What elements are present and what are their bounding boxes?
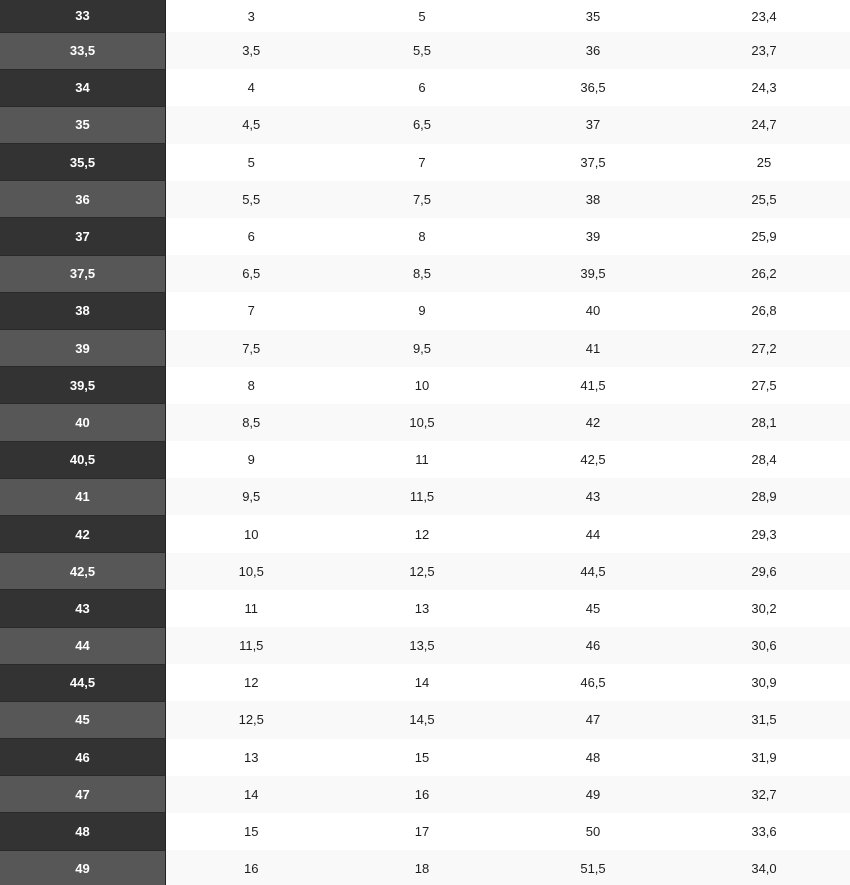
- size-value-cell: 31,9: [679, 739, 850, 776]
- size-value-cell: 16: [166, 850, 337, 885]
- size-key-cell: 37: [0, 218, 166, 255]
- size-value-cell: 26,2: [679, 255, 850, 292]
- size-value-cell: 14: [337, 664, 508, 701]
- size-value-cell: 11,5: [166, 627, 337, 664]
- size-key-cell: 34: [0, 69, 166, 106]
- size-key-cell: 47: [0, 776, 166, 813]
- table-row: [0, 255, 850, 292]
- size-value-cell: 44: [508, 515, 679, 552]
- size-value-cell: 41: [508, 330, 679, 367]
- size-value-cell: 15: [166, 813, 337, 850]
- size-value-cell: 32,7: [679, 776, 850, 813]
- size-key-cell: 43: [0, 590, 166, 627]
- size-value-cell: 35: [508, 0, 679, 32]
- size-key-cell: 49: [0, 850, 166, 885]
- size-value-cell: 28,1: [679, 404, 850, 441]
- size-value-cell: 46,5: [508, 664, 679, 701]
- table-row: [0, 627, 850, 664]
- size-value-cell: 10,5: [337, 404, 508, 441]
- size-value-cell: 5: [337, 0, 508, 32]
- size-value-cell: 10: [166, 515, 337, 552]
- size-key-cell: 39: [0, 330, 166, 367]
- size-value-cell: 27,2: [679, 330, 850, 367]
- size-value-cell: 10: [337, 367, 508, 404]
- size-value-cell: 13,5: [337, 627, 508, 664]
- size-value-cell: 24,7: [679, 106, 850, 143]
- size-value-cell: 8: [166, 367, 337, 404]
- size-value-cell: 3,5: [166, 32, 337, 69]
- size-value-cell: 25: [679, 144, 850, 181]
- size-value-cell: 37,5: [508, 144, 679, 181]
- size-key-cell: 36: [0, 181, 166, 218]
- size-value-cell: 25,5: [679, 181, 850, 218]
- size-value-cell: 26,8: [679, 292, 850, 329]
- size-value-cell: 13: [337, 590, 508, 627]
- size-value-cell: 4: [166, 69, 337, 106]
- size-key-cell: 40: [0, 404, 166, 441]
- size-key-cell: 39,5: [0, 367, 166, 404]
- size-value-cell: 9,5: [337, 330, 508, 367]
- size-value-cell: 13: [166, 739, 337, 776]
- size-key-cell: 45: [0, 701, 166, 738]
- size-value-cell: 36: [508, 32, 679, 69]
- size-value-cell: 12,5: [337, 553, 508, 590]
- size-value-cell: 47: [508, 701, 679, 738]
- size-value-cell: 49: [508, 776, 679, 813]
- size-value-cell: 30,9: [679, 664, 850, 701]
- table-row: [0, 69, 850, 106]
- size-value-cell: 16: [337, 776, 508, 813]
- size-value-cell: 8: [337, 218, 508, 255]
- size-value-cell: 41,5: [508, 367, 679, 404]
- size-value-cell: 48: [508, 739, 679, 776]
- table-row: [0, 776, 850, 813]
- size-value-cell: 42,5: [508, 441, 679, 478]
- size-key-cell: 40,5: [0, 441, 166, 478]
- size-value-cell: 15: [337, 739, 508, 776]
- table-row: [0, 181, 850, 218]
- size-value-cell: 14: [166, 776, 337, 813]
- size-value-cell: 43: [508, 478, 679, 515]
- size-value-cell: 34,0: [679, 850, 850, 885]
- size-value-cell: 7: [166, 292, 337, 329]
- size-value-cell: 11: [166, 590, 337, 627]
- size-value-cell: 7: [337, 144, 508, 181]
- table-row: [0, 367, 850, 404]
- size-key-cell: 41: [0, 478, 166, 515]
- size-key-cell: 42: [0, 515, 166, 552]
- size-key-cell: 38: [0, 292, 166, 329]
- size-value-cell: 6: [166, 218, 337, 255]
- size-value-cell: 29,3: [679, 515, 850, 552]
- size-key-cell: 46: [0, 739, 166, 776]
- size-value-cell: 9: [337, 292, 508, 329]
- size-value-cell: 30,6: [679, 627, 850, 664]
- size-value-cell: 7,5: [166, 330, 337, 367]
- size-value-cell: 28,4: [679, 441, 850, 478]
- table-row: [0, 701, 850, 738]
- size-value-cell: 10,5: [166, 553, 337, 590]
- table-row: [0, 664, 850, 701]
- table-row: [0, 850, 850, 885]
- size-value-cell: 23,7: [679, 32, 850, 69]
- size-key-cell: 33: [0, 0, 166, 32]
- size-value-cell: 6,5: [337, 106, 508, 143]
- size-value-cell: 39,5: [508, 255, 679, 292]
- size-value-cell: 12: [166, 664, 337, 701]
- table-row: [0, 515, 850, 552]
- size-value-cell: 14,5: [337, 701, 508, 738]
- table-row: [0, 218, 850, 255]
- size-value-cell: 11: [337, 441, 508, 478]
- size-value-cell: 3: [166, 0, 337, 32]
- size-value-cell: 5,5: [166, 181, 337, 218]
- size-value-cell: 12,5: [166, 701, 337, 738]
- table-row: [0, 404, 850, 441]
- size-key-cell: 48: [0, 813, 166, 850]
- size-value-cell: 7,5: [337, 181, 508, 218]
- size-value-cell: 38: [508, 181, 679, 218]
- size-value-cell: 4,5: [166, 106, 337, 143]
- size-value-cell: 37: [508, 106, 679, 143]
- size-value-cell: 23,4: [679, 0, 850, 32]
- size-value-cell: 46: [508, 627, 679, 664]
- table-row: [0, 0, 850, 32]
- size-key-cell: 42,5: [0, 553, 166, 590]
- table-row: [0, 292, 850, 329]
- size-value-cell: 8,5: [166, 404, 337, 441]
- size-key-cell: 44: [0, 627, 166, 664]
- size-value-cell: 36,5: [508, 69, 679, 106]
- size-value-cell: 17: [337, 813, 508, 850]
- size-value-cell: 5,5: [337, 32, 508, 69]
- size-value-cell: 50: [508, 813, 679, 850]
- size-key-cell: 33,5: [0, 32, 166, 69]
- size-value-cell: 40: [508, 292, 679, 329]
- size-value-cell: 31,5: [679, 701, 850, 738]
- size-value-cell: 5: [166, 144, 337, 181]
- size-value-cell: 39: [508, 218, 679, 255]
- table-row: [0, 32, 850, 69]
- size-value-cell: 18: [337, 850, 508, 885]
- table-row: [0, 441, 850, 478]
- size-key-cell: 37,5: [0, 255, 166, 292]
- size-value-cell: 44,5: [508, 553, 679, 590]
- table-row: [0, 144, 850, 181]
- table-row: [0, 478, 850, 515]
- table-row: [0, 590, 850, 627]
- size-value-cell: 9: [166, 441, 337, 478]
- size-value-cell: 8,5: [337, 255, 508, 292]
- size-key-cell: 35: [0, 106, 166, 143]
- table-row: [0, 330, 850, 367]
- size-value-cell: 29,6: [679, 553, 850, 590]
- size-value-cell: 6: [337, 69, 508, 106]
- size-value-cell: 6,5: [166, 255, 337, 292]
- size-value-cell: 33,6: [679, 813, 850, 850]
- size-value-cell: 12: [337, 515, 508, 552]
- size-value-cell: 11,5: [337, 478, 508, 515]
- size-value-cell: 51,5: [508, 850, 679, 885]
- size-value-cell: 24,3: [679, 69, 850, 106]
- size-value-cell: 9,5: [166, 478, 337, 515]
- size-value-cell: 42: [508, 404, 679, 441]
- size-value-cell: 45: [508, 590, 679, 627]
- table-row: [0, 106, 850, 143]
- size-value-cell: 25,9: [679, 218, 850, 255]
- table-row: [0, 739, 850, 776]
- size-key-cell: 44,5: [0, 664, 166, 701]
- size-value-cell: 27,5: [679, 367, 850, 404]
- size-key-cell: 35,5: [0, 144, 166, 181]
- table-row: [0, 813, 850, 850]
- size-value-cell: 28,9: [679, 478, 850, 515]
- size-value-cell: 30,2: [679, 590, 850, 627]
- table-row: [0, 553, 850, 590]
